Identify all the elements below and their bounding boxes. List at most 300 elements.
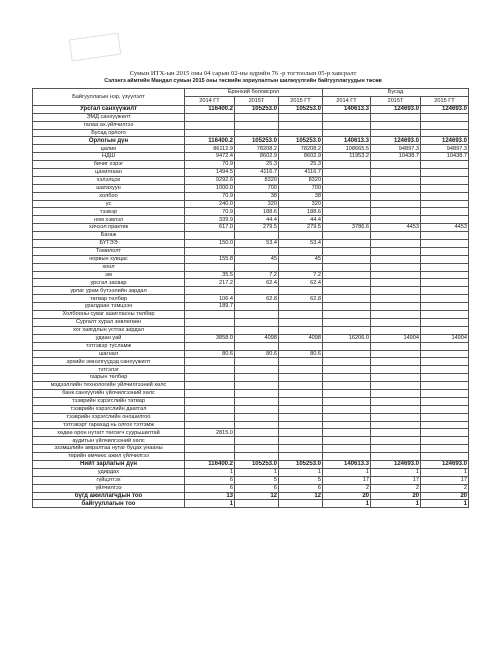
table-cell [323,271,371,279]
table-cell [323,453,371,461]
row-label: бүгд ажиллагчдын тоо [33,492,185,500]
document-title: Сэлэнгэ аймгийн Мандал сумын 2015 оны төсвийн зориулалтын шилжүүлгийн байгууллагуудын төсөв [104,78,382,84]
table-cell: 25.3 [279,161,323,169]
row-label: тээврийн хэрэгслийн даатгал [33,405,185,413]
table-row [33,287,469,295]
table-cell [185,413,235,421]
table-cell [279,232,323,240]
row-label: хог хаягдлын устгах зардал [33,326,185,334]
table-cell: 3786.6 [323,224,371,232]
table-cell: 70.9 [185,161,235,169]
table-cell [371,279,421,287]
table-cell [185,405,235,413]
table-cell [235,382,279,390]
table-cell [371,374,421,382]
table-cell: 1 [421,500,469,508]
table-cell [371,445,421,453]
row-label: хэлэлцэх [33,176,185,184]
table-row [33,437,469,445]
table-cell [323,429,371,437]
table-cell [323,350,371,358]
table-cell: 617.0 [185,224,235,232]
row-label: БҮТЭЭ [33,240,185,248]
table-cell: 9292.6 [185,176,235,184]
table-row [33,342,469,350]
table-cell [279,437,323,445]
row-label: эрхийн эмнэлгүүдэд санхүүжилт [33,358,185,366]
table-cell: 44.4 [235,216,279,224]
row-label: Багаж [33,232,185,240]
table-cell [421,311,469,319]
row-label: удаан уай [33,334,185,342]
table-row [33,484,469,492]
document-header: Сумын ИТХ-ын 2015 оны 04 сарын 02-ны өдрийн 76 -р тогтоолын 05-р хавсралт [129,70,357,77]
table-cell: 14904 [371,334,421,342]
table-cell [323,208,371,216]
row-label: мэдээллийн технологийн үйлчилгээний хөлс [33,382,185,390]
table-cell [371,121,421,129]
table-cell [421,366,469,374]
table-cell [235,437,279,445]
table-cell: 7.2 [235,271,279,279]
row-label: хоол [33,263,185,271]
table-cell [235,413,279,421]
row-label: үйлчилгээ [33,484,185,492]
table-cell: 1494.5 [185,169,235,177]
table-row [33,169,469,177]
table-cell: 17 [371,476,421,484]
row-label: Холбооны суваг ашигласны төлбөр [33,311,185,319]
table-cell [421,271,469,279]
table-cell [235,113,279,121]
table-cell [371,326,421,334]
table-cell: 12 [279,492,323,500]
table-cell [185,342,235,350]
table-cell [421,374,469,382]
table-cell: 2 [421,484,469,492]
table-row [33,271,469,279]
table-cell [323,192,371,200]
table-cell [323,445,371,453]
column-header: 2015 ГТ [279,96,323,105]
table-cell [371,232,421,240]
table-cell: 279.5 [279,224,323,232]
table-cell [323,326,371,334]
table-cell [279,326,323,334]
table-row [33,200,469,208]
table-cell [235,263,279,271]
table-cell: 25.3 [235,161,279,169]
table-cell [371,184,421,192]
table-cell [421,453,469,461]
table-cell [371,437,421,445]
table-cell [323,200,371,208]
table-cell [421,200,469,208]
table-cell [371,169,421,177]
table-row [33,216,469,224]
table-cell: 4098 [235,334,279,342]
table-cell [371,421,421,429]
table-cell [279,311,323,319]
table-cell: 80.6 [185,350,235,358]
table-cell: 6 [185,484,235,492]
table-cell: 38 [235,192,279,200]
table-cell [421,342,469,350]
table-cell: 53.4 [279,240,323,248]
table-cell [323,358,371,366]
row-label: тээврийн хэрэгслийн оношилгоо [33,413,185,421]
table-row [33,445,469,453]
table-cell: 3858.0 [185,334,235,342]
row-label: удирдах [33,468,185,476]
table-cell [371,208,421,216]
table-cell: 13 [185,492,235,500]
table-cell [421,405,469,413]
table-row [33,137,469,145]
table-cell [371,255,421,263]
table-cell [279,342,323,350]
table-cell [279,129,323,137]
table-cell: 10438.7 [421,153,469,161]
table-row [33,334,469,342]
table-cell [421,389,469,397]
table-cell [185,326,235,334]
table-row [33,153,469,161]
table-cell: 4116.7 [235,169,279,177]
table-cell [421,445,469,453]
table-cell [235,389,279,397]
table-cell [185,318,235,326]
table-cell [323,318,371,326]
table-cell: 105253.0 [279,137,323,145]
table-cell [279,263,323,271]
table-cell [421,358,469,366]
table-cell [371,413,421,421]
table-cell [371,350,421,358]
table-row [33,374,469,382]
row-label: норвын хувцас [33,255,185,263]
table-row [33,232,469,240]
row-label: газрын төлбөр [33,374,185,382]
table-cell [323,374,371,382]
table-cell: 1 [185,500,235,508]
row-label: уралдаан тэмцээн [33,303,185,311]
table-cell: 8602.9 [279,153,323,161]
table-row [33,468,469,476]
table-cell [323,216,371,224]
table-row [33,389,469,397]
table-cell [235,453,279,461]
table-cell [279,247,323,255]
table-cell: 116400.2 [185,460,235,468]
table-cell [279,405,323,413]
row-label: тэтгэлэг [33,366,185,374]
table-cell: 124693.0 [371,137,421,145]
table-cell [371,200,421,208]
table-cell [371,295,421,303]
table-cell: 6 [185,476,235,484]
table-cell [279,318,323,326]
table-cell: 70.9 [185,208,235,216]
table-cell [279,453,323,461]
table-cell: 53.4 [235,240,279,248]
table-cell: 17 [323,476,371,484]
table-cell: 9472.4 [185,153,235,161]
table-cell: 2 [371,484,421,492]
row-label: гүйцэтгэх [33,476,185,484]
table-cell [371,366,421,374]
table-cell: 188.6 [279,208,323,216]
table-cell: 124693.0 [371,460,421,468]
column-header: 2015Т [371,96,421,105]
table-cell [185,287,235,295]
table-cell [323,263,371,271]
table-cell [279,445,323,453]
table-row [33,318,469,326]
table-cell [279,389,323,397]
table-cell: 62.4 [235,279,279,287]
table-cell [371,311,421,319]
table-cell [371,247,421,255]
table-cell [235,366,279,374]
table-cell [185,366,235,374]
table-cell [279,358,323,366]
table-cell [279,113,323,121]
table-cell [185,247,235,255]
table-cell: 140613.3 [323,105,371,113]
table-cell: 78208.2 [235,145,279,153]
table-row [33,145,469,153]
table-cell: 8602.9 [235,153,279,161]
table-cell: 1 [421,468,469,476]
table-cell: 116400.2 [185,137,235,145]
table-cell [323,169,371,177]
table-cell: 20 [421,492,469,500]
table-cell: 124693.0 [421,460,469,468]
row-label: шагнал [33,350,185,358]
row-label: холбоо [33,192,185,200]
table-cell [323,113,371,121]
table-cell [371,382,421,390]
stamp-mark [69,33,122,62]
table-cell [421,287,469,295]
row-label: аудитын үйлчилгээний хөлс [33,437,185,445]
table-cell: 188.6 [235,208,279,216]
row-label: шатахуун [33,184,185,192]
table-cell [323,303,371,311]
table-cell: 62.4 [279,279,323,287]
table-row [33,121,469,129]
row-label: тэтгэвэр тусламж [33,342,185,350]
table-row [33,311,469,319]
row-label: Бусад орлого [33,129,185,137]
table-row [33,366,469,374]
table-cell [185,453,235,461]
table-cell: 116400.2 [185,105,235,113]
table-cell [421,232,469,240]
column-header: 2014 ГТ [323,96,371,105]
table-cell [185,445,235,453]
table-row [33,358,469,366]
row-label: тэтгэвэрт гарахад нь олгох тэтгэмж [33,421,185,429]
table-cell [235,318,279,326]
table-cell: 1 [185,468,235,476]
table-cell [279,303,323,311]
table-row [33,279,469,287]
table-cell [235,342,279,350]
table-cell [421,247,469,255]
table-cell [421,318,469,326]
table-cell: 1 [371,500,421,508]
table-cell [371,271,421,279]
table-cell [323,382,371,390]
table-cell [371,389,421,397]
table-row [33,492,469,500]
table-cell [421,184,469,192]
table-row [33,453,469,461]
table-cell: 1 [371,468,421,476]
table-cell [279,429,323,437]
table-cell: 108665.5 [323,145,371,153]
table-row [33,161,469,169]
table-cell [421,413,469,421]
table-cell [421,240,469,248]
table-cell [371,453,421,461]
table-row [33,240,469,248]
table-cell: 4098 [279,334,323,342]
table-row [33,176,469,184]
table-cell [185,113,235,121]
group-header-1: Ерөнхий боловсрол [185,89,323,97]
table-cell: 5 [279,476,323,484]
table-cell [279,421,323,429]
table-cell [421,255,469,263]
table-cell: 155.8 [185,255,235,263]
table-cell: 70.9 [185,192,235,200]
table-cell [235,287,279,295]
table-cell [323,366,371,374]
row-label: эм [33,271,185,279]
table-cell [185,397,235,405]
table-cell [323,405,371,413]
table-cell [279,382,323,390]
table-row [33,255,469,263]
table-row [33,421,469,429]
table-cell [421,176,469,184]
table-cell: 8320 [279,176,323,184]
table-cell: 5 [235,476,279,484]
table-cell: 124693.0 [421,105,469,113]
table-cell [421,421,469,429]
table-cell [421,121,469,129]
table-cell: 14904 [421,334,469,342]
table-cell [371,318,421,326]
row-label: байгууллагын тоо [33,500,185,508]
table-cell [323,121,371,129]
table-cell [421,295,469,303]
table-cell [421,279,469,287]
table-cell [371,429,421,437]
table-cell: 105253.0 [235,460,279,468]
table-cell: 150.0 [185,240,235,248]
table-row [33,500,469,508]
table-cell: 8320 [235,176,279,184]
table-row [33,382,469,390]
table-cell [421,350,469,358]
row-label: ном хэвлэл [33,216,185,224]
table-cell: 12 [235,492,279,500]
table-cell [323,413,371,421]
table-cell [323,232,371,240]
table-cell [323,295,371,303]
table-row [33,405,469,413]
table-cell [323,176,371,184]
table-cell [371,263,421,271]
column-header: 2015 ГТ [421,96,469,105]
table-cell [185,121,235,129]
table-cell: 86112.9 [185,145,235,153]
table-cell: 320 [235,200,279,208]
table-cell: 105253.0 [235,105,279,113]
table-cell: 339.9 [185,216,235,224]
row-label: урсгал засвар [33,279,185,287]
table-cell [371,287,421,295]
table-cell [235,232,279,240]
table-cell: 700 [279,184,323,192]
table-cell [279,121,323,129]
table-cell: 189.7 [185,303,235,311]
table-cell [421,437,469,445]
table-row [33,192,469,200]
table-row [33,326,469,334]
table-cell: 217.2 [185,279,235,287]
table-cell: 105253.0 [235,137,279,145]
table-row [33,263,469,271]
table-cell [185,382,235,390]
table-cell: 20 [371,492,421,500]
table-cell: 1 [279,468,323,476]
table-cell: 320 [279,200,323,208]
table-body [33,105,469,507]
table-cell [371,342,421,350]
table-cell [371,216,421,224]
table-cell [235,358,279,366]
table-cell [371,161,421,169]
table-cell: 80.6 [279,350,323,358]
table-cell [279,500,323,508]
table-cell [235,303,279,311]
table-row [33,429,469,437]
table-cell [235,445,279,453]
table-cell [235,405,279,413]
table-cell [235,397,279,405]
table-cell [235,374,279,382]
table-cell [421,263,469,271]
table-cell [421,208,469,216]
table-cell: 1 [235,468,279,476]
table-row [33,113,469,121]
table-row [33,295,469,303]
table-cell: 45 [279,255,323,263]
column-header: 2015Т [235,96,279,105]
table-cell: 7.2 [279,271,323,279]
table-cell [323,389,371,397]
table-cell: 106.4 [185,295,235,303]
table-cell [235,429,279,437]
table-cell [235,421,279,429]
row-label: Томилолт [33,247,185,255]
table-row [33,224,469,232]
